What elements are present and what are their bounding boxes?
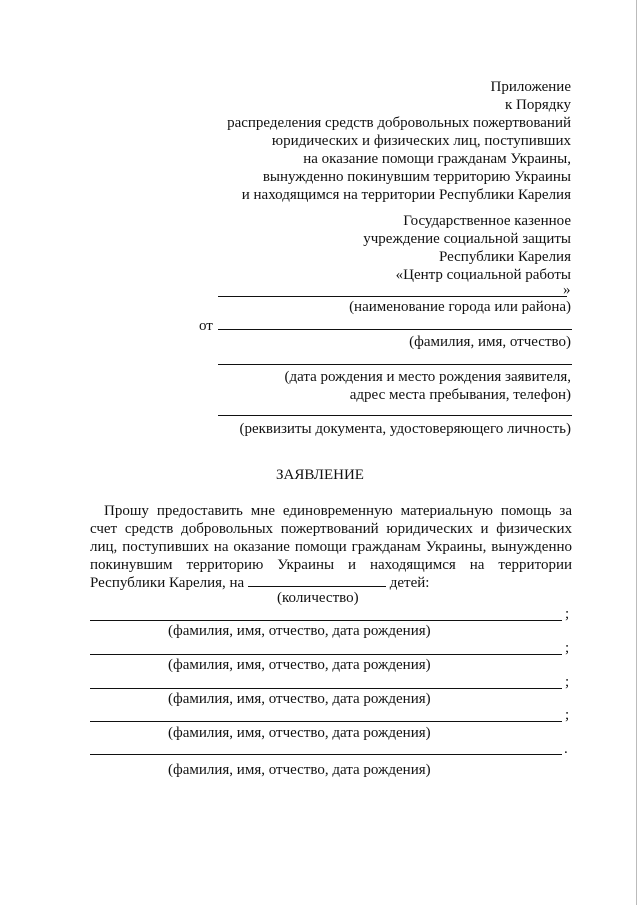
birth-blank-line[interactable] [218, 364, 572, 365]
child-caption: (фамилия, имя, отчество, дата рождения) [168, 657, 431, 673]
addressee-line: «Центр социальной работы [395, 267, 571, 283]
id-blank-line[interactable] [218, 415, 572, 416]
name-caption: (фамилия, имя, отчество) [409, 334, 571, 350]
from-label: от [199, 318, 213, 334]
child-blank-line[interactable] [90, 754, 562, 755]
entry-terminator: ; [565, 707, 570, 723]
paragraph-line: Прошу предоставить мне единовременную материальную помощь за [104, 503, 572, 519]
addressee-line: учреждение социальной защиты [363, 231, 571, 247]
entry-terminator: ; [565, 606, 570, 622]
city-blank-line[interactable] [218, 296, 567, 297]
children-count-blank[interactable] [248, 574, 386, 587]
appendix-line: к Порядку [505, 97, 571, 113]
count-caption: (количество) [277, 590, 359, 606]
entry-terminator: ; [565, 674, 570, 690]
entry-terminator: . [564, 741, 568, 757]
child-blank-line[interactable] [90, 688, 562, 689]
entry-terminator: ; [565, 640, 570, 656]
appendix-line: вынужденно покинувшим территорию Украины [262, 169, 571, 185]
city-caption: (наименование города или района) [349, 299, 571, 315]
child-caption: (фамилия, имя, отчество, дата рождения) [168, 623, 431, 639]
child-blank-line[interactable] [90, 721, 562, 722]
paragraph-line: счет средств добровольных пожертвований юридических и физических [90, 521, 572, 537]
child-caption: (фамилия, имя, отчество, дата рождения) [168, 691, 431, 707]
child-caption: (фамилия, имя, отчество, дата рождения) [168, 762, 431, 778]
appendix-line: и находящимся на территории Республики Карелия [241, 187, 571, 203]
children-suffix: детей: [389, 575, 430, 591]
name-blank-line[interactable] [218, 329, 572, 330]
addressee-line: Государственное казенное [403, 213, 571, 229]
appendix-line: распределения средств добровольных пожертвований [227, 115, 571, 131]
paragraph-line: покинувшим территорию Украины и находящимся на территории [90, 557, 572, 573]
address-caption: адрес места пребывания, телефон) [349, 387, 571, 403]
child-blank-line[interactable] [90, 620, 562, 621]
appendix-line: Приложение [490, 79, 571, 95]
appendix-line: на оказание помощи гражданам Украины, [303, 151, 571, 167]
paragraph-line: лиц, поступивших на оказание помощи гражданам Украины, вынужденно [90, 539, 572, 555]
children-prefix: Республики Карелия, на [90, 575, 245, 591]
id-caption: (реквизиты документа, удостоверяющего личность) [239, 421, 571, 437]
child-caption: (фамилия, имя, отчество, дата рождения) [168, 725, 431, 741]
child-blank-line[interactable] [90, 654, 562, 655]
birth-caption: (дата рождения и место рождения заявителя, [284, 369, 571, 385]
document-title: ЗАЯВЛЕНИЕ [276, 467, 364, 483]
addressee-line: Республики Карелия [438, 249, 571, 265]
closing-quote: » [563, 282, 571, 298]
appendix-line: юридических и физических лиц, поступивших [271, 133, 571, 149]
application-paragraph [90, 502, 572, 592]
